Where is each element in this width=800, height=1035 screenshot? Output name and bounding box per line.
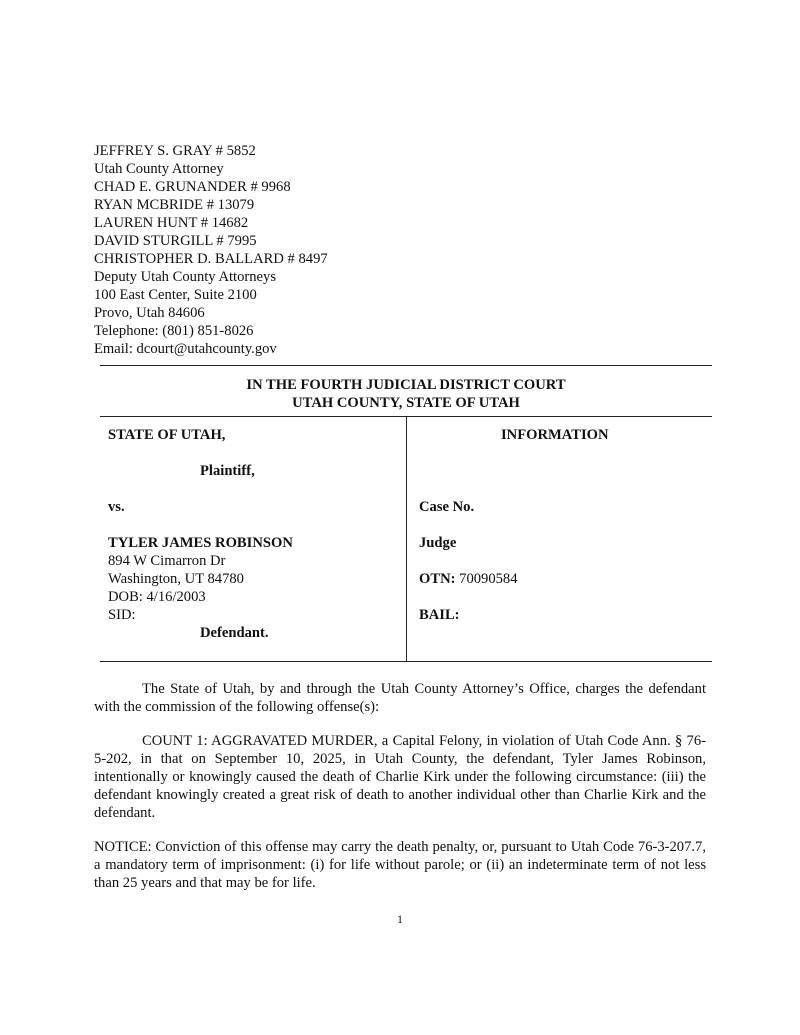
caption-divider bbox=[406, 417, 407, 661]
defendant-dob: DOB: 4/16/2003 bbox=[108, 589, 206, 605]
defendant-sid: SID: bbox=[108, 607, 136, 623]
defendant-address-line2: Washington, UT 84780 bbox=[108, 571, 244, 587]
otn-label: OTN: bbox=[419, 571, 456, 587]
attorney-line: Telephone: (801) 851-8026 bbox=[94, 323, 254, 339]
notice-paragraph: NOTICE: Conviction of this offense may carry the death penalty, or, pursuant to Utah Code 76-3-207.7, a mandatory term of imprisonment: (i) for life without parole; or (ii) an indeterminate term of not less than 25 years and that may be for life. bbox=[94, 839, 706, 891]
attorney-email-line: Email: dcourt@utahcounty.gov bbox=[94, 341, 277, 357]
otn-field bbox=[419, 571, 518, 588]
judge-label: Judge bbox=[419, 535, 457, 551]
attorney-line: Provo, Utah 84606 bbox=[94, 305, 205, 321]
document-title: INFORMATION bbox=[501, 427, 609, 443]
attorney-line: RYAN MCBRIDE # 13079 bbox=[94, 197, 255, 213]
attorney-line: LAUREN HUNT # 14682 bbox=[94, 215, 249, 231]
defendant-address-line1: 894 W Cimarron Dr bbox=[108, 553, 226, 569]
plaintiff-name: STATE OF UTAH, bbox=[108, 427, 226, 443]
plaintiff-role: Plaintiff, bbox=[200, 463, 255, 479]
case-number-label: Case No. bbox=[419, 499, 475, 515]
defendant-role: Defendant. bbox=[200, 625, 269, 641]
attorney-line: CHAD E. GRUNANDER # 9968 bbox=[94, 179, 291, 195]
page-number: 1 bbox=[397, 912, 403, 926]
court-name: IN THE FOURTH JUDICIAL DISTRICT COURT bbox=[246, 377, 566, 393]
otn-value: 70090584 bbox=[459, 571, 518, 587]
attorney-line: JEFFREY S. GRAY # 5852 bbox=[94, 143, 256, 159]
attorney-line: DAVID STURGILL # 7995 bbox=[94, 233, 257, 249]
versus-label: vs. bbox=[108, 499, 125, 515]
court-county: UTAH COUNTY, STATE OF UTAH bbox=[292, 395, 520, 411]
attorney-line: Deputy Utah County Attorneys bbox=[94, 269, 277, 285]
attorney-line: 100 East Center, Suite 2100 bbox=[94, 287, 257, 303]
court-header bbox=[100, 365, 712, 417]
defendant-name: TYLER JAMES ROBINSON bbox=[108, 535, 293, 551]
intro-paragraph: The State of Utah, by and through the Utah County Attorney’s Office, charges the defendant with the commission of the following offense(s): bbox=[94, 681, 706, 715]
bail-label: BAIL: bbox=[419, 607, 460, 623]
attorney-line: Utah County Attorney bbox=[94, 161, 224, 177]
attorney-line: CHRISTOPHER D. BALLARD # 8497 bbox=[94, 251, 328, 267]
case-caption bbox=[100, 417, 712, 662]
attorney-block bbox=[94, 142, 328, 358]
count-1-paragraph: COUNT 1: AGGRAVATED MURDER, a Capital Felony, in violation of Utah Code Ann. § 76-5-202, in that on September 10, 2025, in Utah County, the defendant, Tyler James Robinson, intentionally or knowingly caused the death of Charlie Kirk under the following circumstance: (iii) the defendant knowingly created a great risk of death to another individual other than Charlie Kirk and the defendant. bbox=[94, 733, 706, 821]
